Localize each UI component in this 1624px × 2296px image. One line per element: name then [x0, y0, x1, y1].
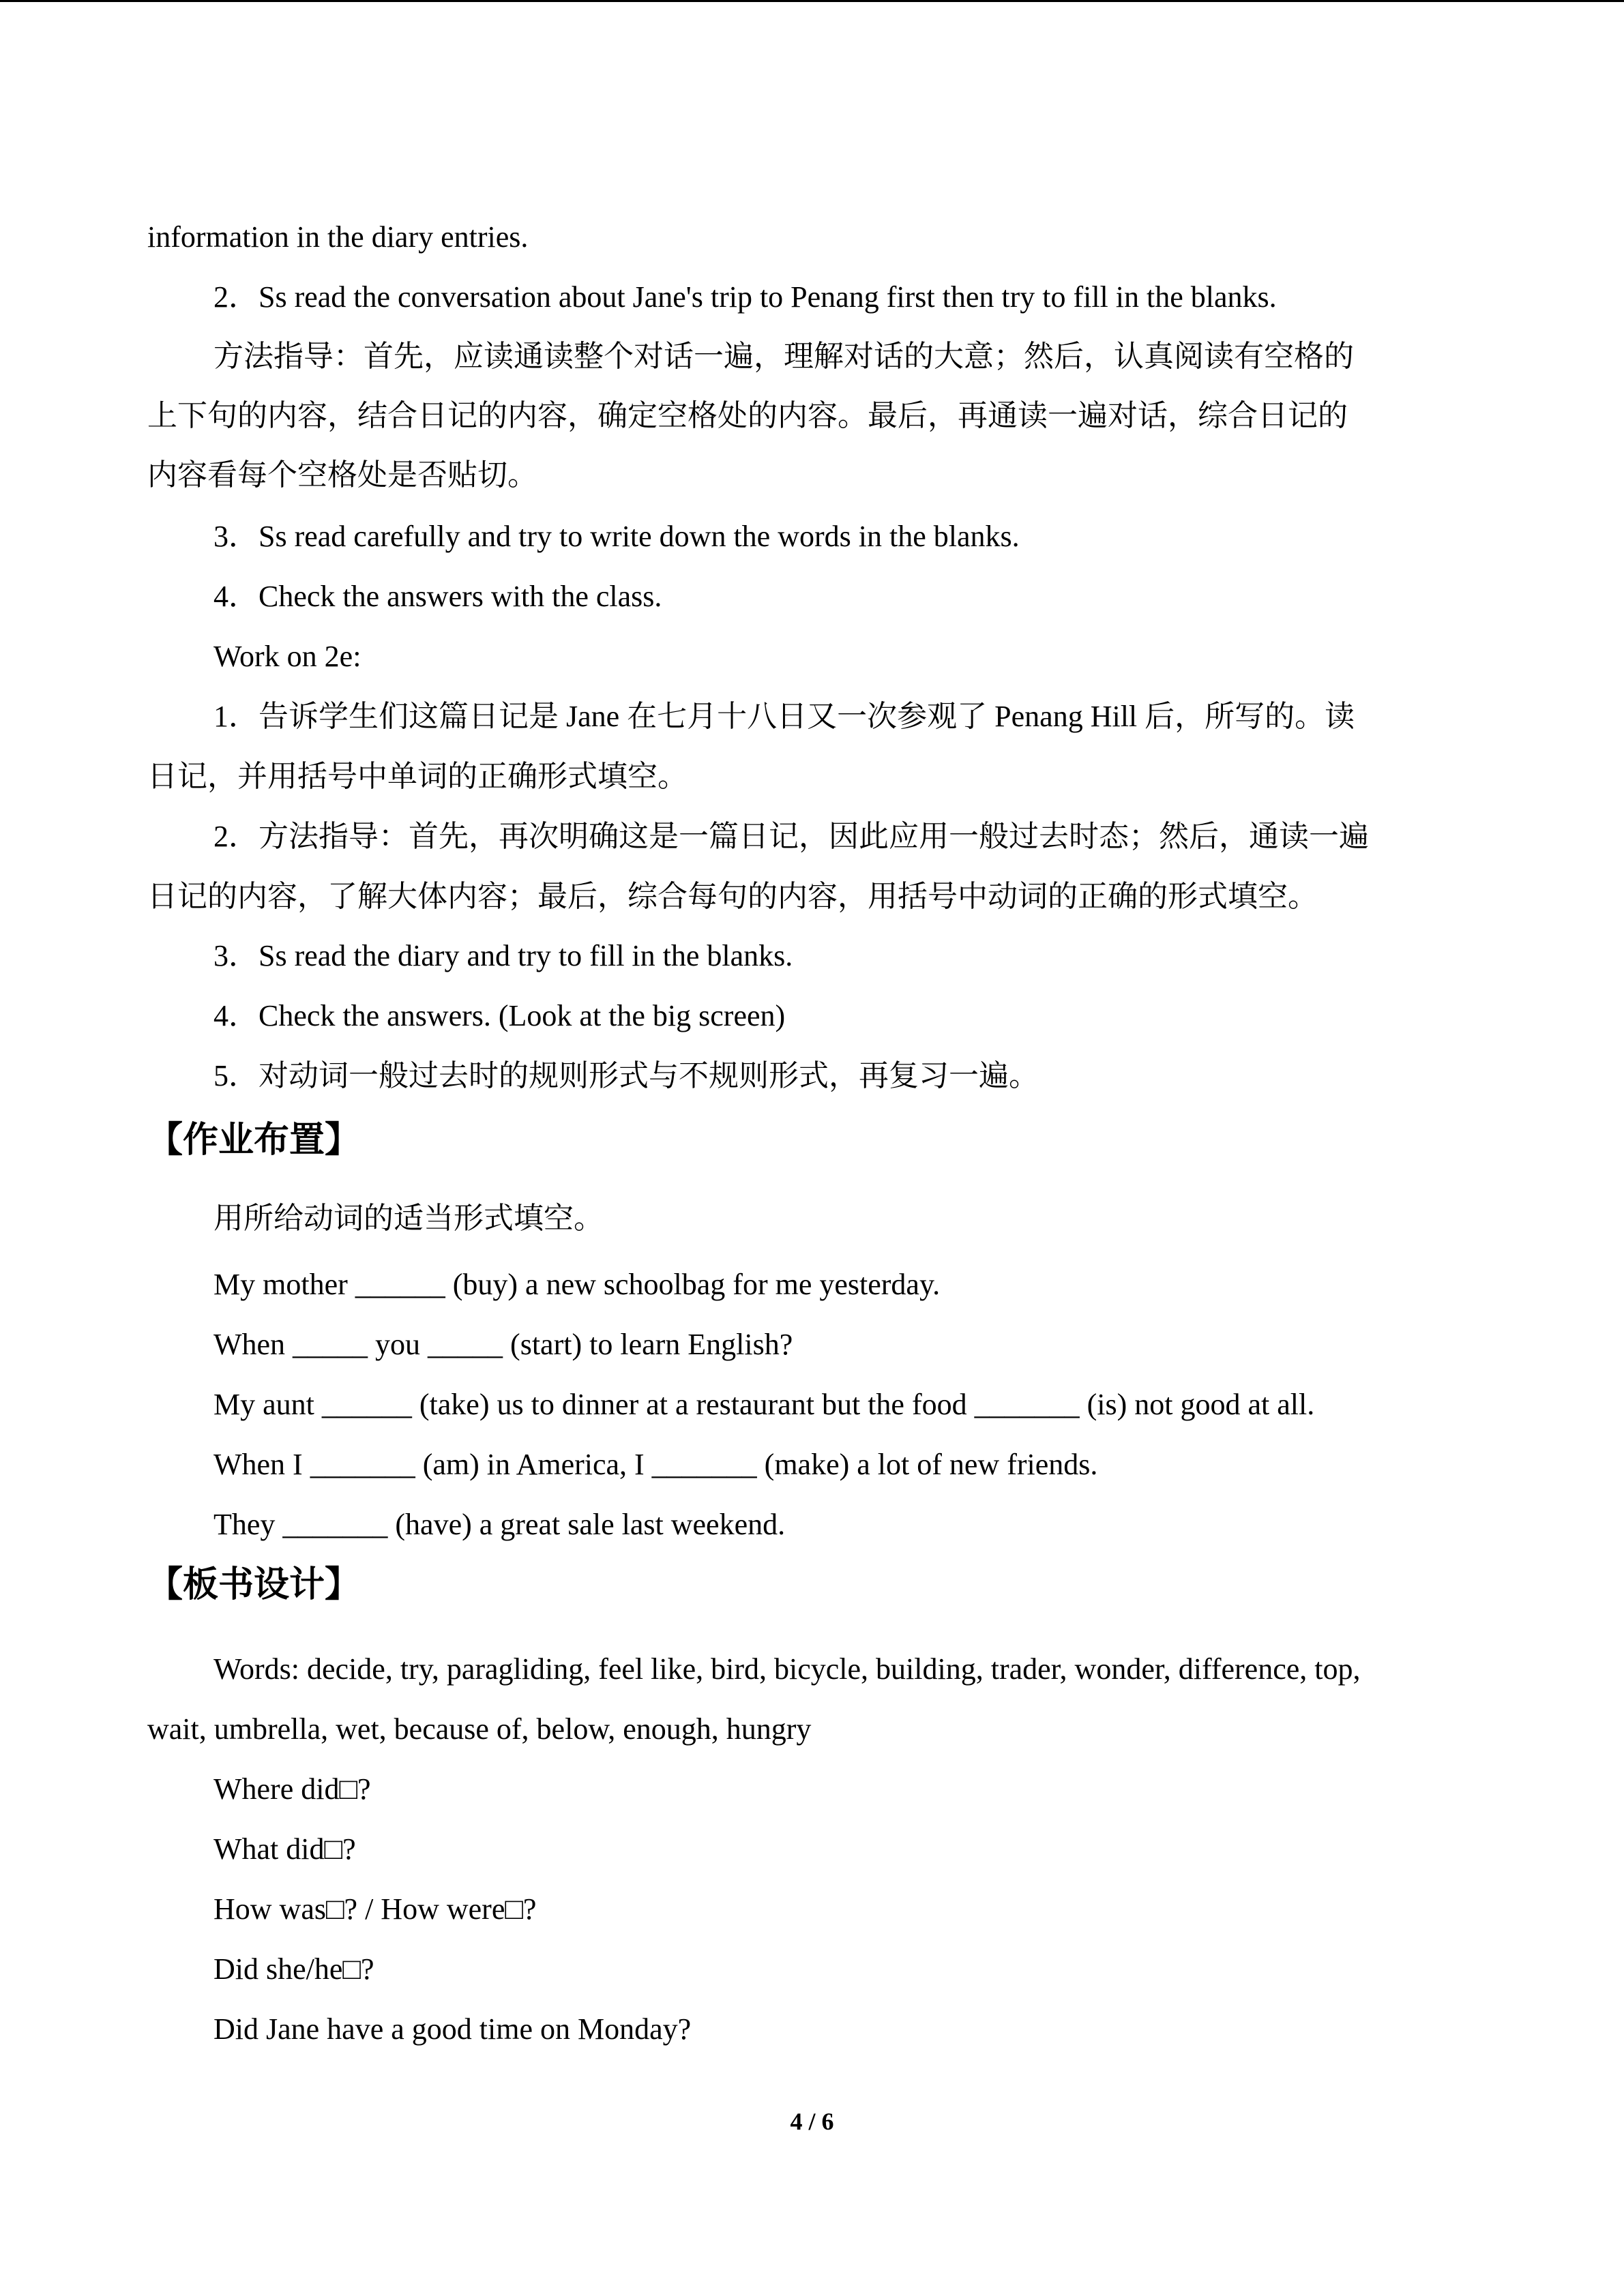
exercise-line: When I _______ (am) in America, I _______ (make) a lot of new friends.	[213, 1448, 1098, 1481]
text-line: 1．告诉学生们这篇日记是 Jane 在七月十八日又一次参观了 Penang Hill 后，所写的。读	[213, 700, 1355, 733]
text-line: Where did□?	[213, 1772, 371, 1806]
text-line: Work on 2e:	[213, 640, 361, 673]
text-line: Words: decide, try, paragliding, feel like, bird, bicycle, building, trader, wonder, difference, top,	[213, 1652, 1361, 1686]
text-line: 2．Ss read the conversation about Jane's trip to Penang first then try to fill in the blanks.	[213, 280, 1277, 314]
section-heading-homework: 【作业布置】	[147, 1120, 361, 1161]
text-line: 方法指导：首先，应读通读整个对话一遍，理解对话的大意；然后，认真阅读有空格的	[213, 340, 1354, 373]
exercise-line: My aunt ______ (take) us to dinner at a restaurant but the food _______ (is) not good at all.	[213, 1388, 1315, 1421]
text-line: 3．Ss read carefully and try to write down the words in the blanks.	[213, 520, 1020, 553]
text-line: 用所给动词的适当形式填空。	[213, 1202, 604, 1235]
text-line: 2．方法指导：首先，再次明确这是一篇日记，因此应用一般过去时态；然后，通读一遍	[213, 820, 1369, 853]
exercise-line: My mother ______ (buy) a new schoolbag for me yesterday.	[213, 1268, 941, 1301]
page-number: 4 / 6	[790, 2108, 834, 2135]
text-line: 内容看每个空格处是否贴切。	[147, 458, 537, 492]
exercise-line: They _______ (have) a great sale last weekend.	[213, 1508, 786, 1541]
text-line: 4．Check the answers with the class.	[213, 580, 662, 613]
text-line: Did Jane have a good time on Monday?	[213, 2012, 692, 2046]
text-line: Did she/he□?	[213, 1952, 374, 1986]
text-line: What did□?	[213, 1832, 356, 1866]
text-line: 上下句的内容，结合日记的内容，确定空格处的内容。最后，再通读一遍对话，综合日记的	[147, 399, 1348, 432]
text-line: 日记，并用括号中单词的正确形式填空。	[147, 760, 688, 793]
section-heading-board-design: 【板书设计】	[147, 1564, 361, 1605]
exercise-line: When _____ you _____ (start) to learn English?	[213, 1328, 793, 1361]
text-line: wait, umbrella, wet, because of, below, enough, hungry	[147, 1712, 812, 1746]
text-line: How was□? / How were□?	[213, 1892, 537, 1926]
text-line: 4．Check the answers. (Look at the big screen)	[213, 999, 786, 1032]
text-line: 3．Ss read the diary and try to fill in the blanks.	[213, 939, 793, 972]
text-line: 5．对动词一般过去时的规则形式与不规则形式，再复习一遍。	[213, 1059, 1039, 1092]
text-line: 日记的内容，了解大体内容；最后，综合每句的内容，用括号中动词的正确的形式填空。	[147, 880, 1318, 913]
top-border-line	[0, 0, 1624, 2]
text-line: information in the diary entries.	[147, 220, 529, 254]
